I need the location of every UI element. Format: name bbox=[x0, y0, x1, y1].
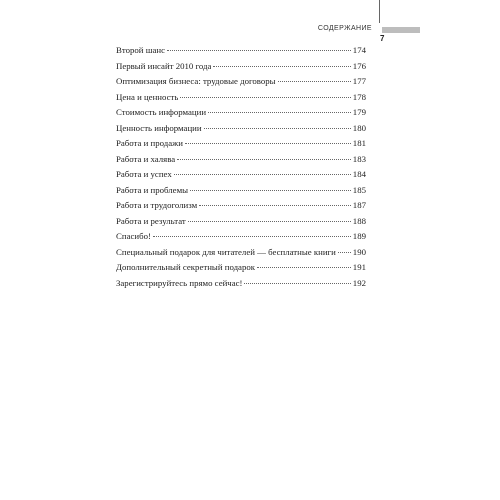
toc-entry-page: 184 bbox=[352, 169, 366, 179]
toc-entry-title: Первый инсайт 2010 года bbox=[116, 60, 212, 71]
toc-dot-leader bbox=[257, 267, 351, 268]
toc-entry-title: Дополнительный секретный подарок bbox=[116, 262, 256, 272]
toc-dot-leader bbox=[167, 50, 351, 51]
toc-dot-leader bbox=[204, 128, 351, 129]
toc-entry-title: Цена и ценность bbox=[116, 91, 179, 102]
toc-entry-title: Работа и продажи bbox=[116, 138, 183, 148]
page-number: 7 bbox=[380, 34, 385, 43]
toc-entry-page: 185 bbox=[352, 184, 366, 195]
toc-entry-title: Работа и результат bbox=[116, 215, 186, 226]
toc-entry-title: Работа и халява bbox=[116, 153, 176, 164]
toc-dot-leader bbox=[180, 97, 350, 98]
toc-dot-leader bbox=[208, 112, 351, 113]
header-vertical-rule bbox=[379, 0, 380, 23]
toc-entry-title: Специальный подарок для читателей — бесплатные книги bbox=[116, 246, 336, 257]
toc-dot-leader bbox=[278, 81, 351, 82]
toc-entry-page: 187 bbox=[352, 200, 366, 210]
toc-dot-leader bbox=[338, 252, 351, 253]
toc-entry-title: Оптимизация бизнеса: трудовые договоры bbox=[116, 76, 276, 86]
toc-entry-title: Второй шанс bbox=[116, 45, 165, 55]
running-header-title: СОДЕРЖАНИЕ bbox=[317, 25, 372, 32]
toc-entry[interactable] bbox=[116, 245, 366, 261]
toc-entry-page: 178 bbox=[352, 91, 366, 102]
header-gray-tab bbox=[382, 27, 420, 33]
toc-entry-page: 177 bbox=[352, 76, 366, 86]
toc-entry-title: Работа и проблемы bbox=[116, 184, 189, 195]
toc-entry[interactable] bbox=[116, 59, 366, 75]
toc-dot-leader bbox=[174, 174, 351, 175]
toc-entry[interactable] bbox=[116, 90, 366, 106]
toc-entry[interactable] bbox=[116, 167, 366, 183]
toc-dot-leader bbox=[213, 66, 350, 67]
toc-entry-page: 188 bbox=[352, 215, 366, 226]
toc-entry-page: 174 bbox=[352, 45, 366, 55]
toc-entry-page: 189 bbox=[352, 231, 366, 241]
toc-entry-title: Ценность информации bbox=[116, 122, 202, 133]
toc-entry[interactable] bbox=[116, 260, 366, 276]
toc-entry-page: 176 bbox=[352, 60, 366, 71]
table-of-contents bbox=[116, 43, 366, 291]
toc-entry[interactable] bbox=[116, 121, 366, 137]
toc-dot-leader bbox=[188, 221, 351, 222]
toc-dot-leader bbox=[185, 143, 351, 144]
toc-entry-title: Зарегистрируйтесь прямо сейчас! bbox=[116, 277, 243, 288]
toc-dot-leader bbox=[244, 283, 350, 284]
toc-entry[interactable] bbox=[116, 74, 366, 90]
toc-entry-title: Работа и успех bbox=[116, 169, 172, 179]
toc-entry-page: 190 bbox=[352, 246, 366, 257]
toc-entry-title: Спасибо! bbox=[116, 231, 151, 241]
toc-entry-page: 183 bbox=[352, 153, 366, 164]
toc-entry[interactable] bbox=[116, 198, 366, 214]
toc-entry[interactable] bbox=[116, 152, 366, 168]
toc-entry[interactable] bbox=[116, 276, 366, 292]
toc-dot-leader bbox=[199, 205, 351, 206]
toc-entry-title: Работа и трудоголизм bbox=[116, 200, 198, 210]
toc-entry[interactable] bbox=[116, 43, 366, 59]
toc-entry-page: 180 bbox=[352, 122, 366, 133]
toc-entry-page: 191 bbox=[352, 262, 366, 272]
toc-dot-leader bbox=[153, 236, 351, 237]
toc-entry-page: 181 bbox=[352, 138, 366, 148]
toc-dot-leader bbox=[177, 159, 351, 160]
toc-entry[interactable] bbox=[116, 183, 366, 199]
toc-dot-leader bbox=[190, 190, 351, 191]
toc-entry[interactable] bbox=[116, 105, 366, 121]
toc-entry[interactable] bbox=[116, 229, 366, 245]
toc-entry-page: 192 bbox=[352, 277, 366, 288]
toc-entry-title: Стоимость информации bbox=[116, 107, 207, 117]
toc-entry-page: 179 bbox=[352, 107, 366, 117]
toc-entry[interactable] bbox=[116, 136, 366, 152]
toc-entry[interactable] bbox=[116, 214, 366, 230]
